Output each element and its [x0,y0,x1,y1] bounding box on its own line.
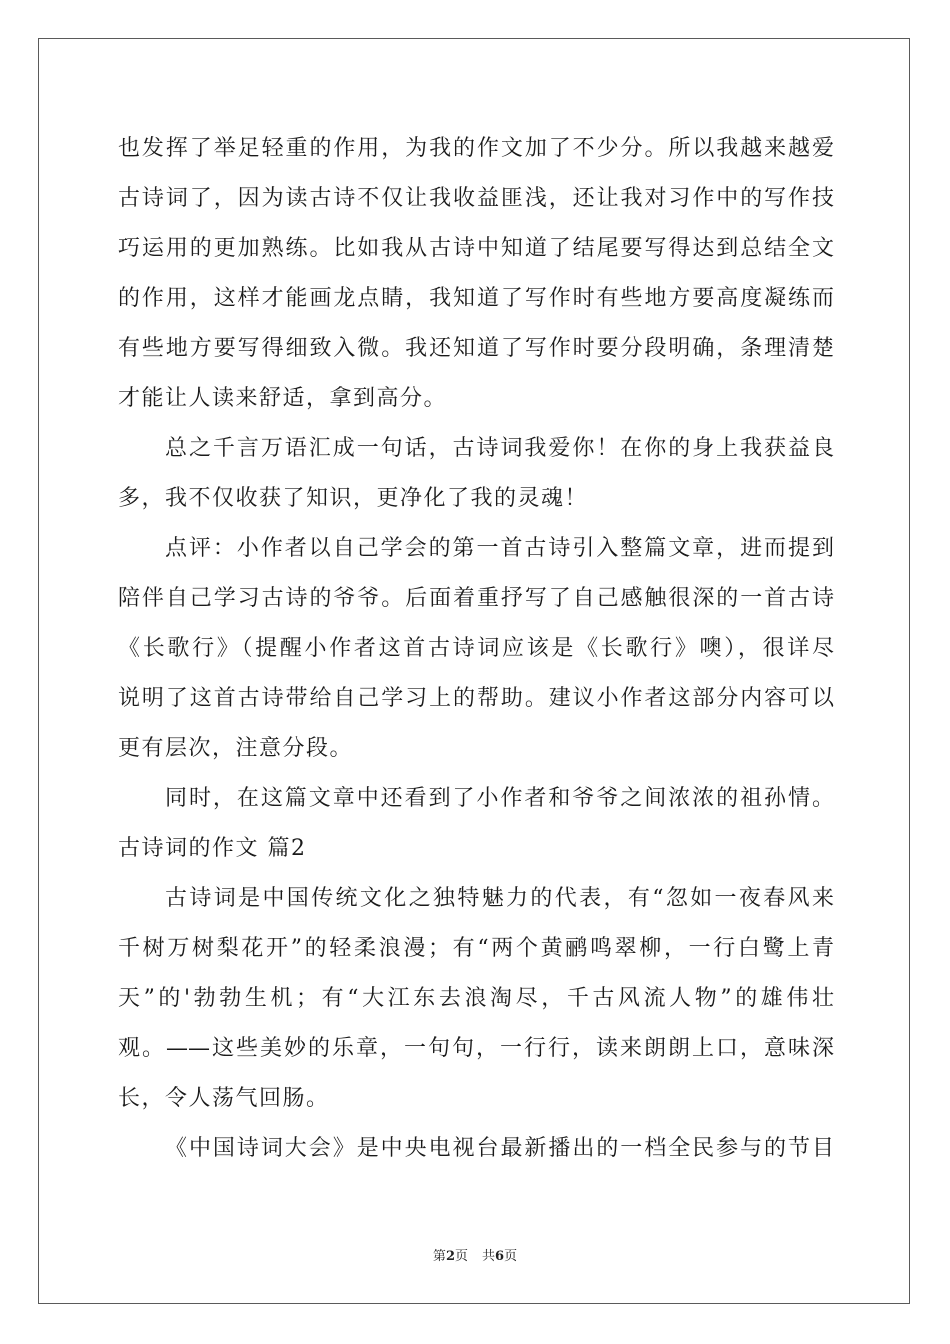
page-suffix: 页 [454,1249,468,1264]
document-body [118,124,834,1174]
text-line: 古诗词了，因为读古诗不仅让我收益匪浅，还让我对习作中的写作技 [118,186,834,211]
total-suffix: 页 [504,1249,518,1264]
text-line: 点评：小作者以自己学会的第一首古诗引入整篇文章，进而提到 [165,536,834,561]
text-line: 同时，在这篇文章中还看到了小作者和爷爷之间浓浓的祖孙情。 [165,786,834,811]
text-line: 也发挥了举足轻重的作用，为我的作文加了不少分。所以我越来越爱 [118,136,834,161]
text-line: 总之千言万语汇成一句话，古诗词我爱你！在你的身上我获益良 [165,436,834,461]
text-line: 巧运用的更加熟练。比如我从古诗中知道了结尾要写得达到总结全文 [118,236,834,261]
page-footer [0,1245,950,1264]
text-line: 长，令人荡气回肠。 [118,1086,330,1111]
text-line: 说明了这首古诗带给自己学习上的帮助。建议小作者这部分内容可以 [118,686,834,711]
text-line: 陪伴自己学习古诗的爷爷。后面着重抒写了自己感触很深的一首古诗 [118,586,834,611]
text-line: 多，我不仅收获了知识，更净化了我的灵魂！ [118,486,589,511]
text-line: 的作用，这样才能画龙点睛，我知道了写作时有些地方要高度凝练而 [118,286,834,311]
text-line: 有些地方要写得细致入微。我还知道了写作时要分段明确，条理清楚 [118,336,834,361]
text-line: 古诗词是中国传统文化之独特魅力的代表，有“忽如一夜春风来 [165,886,834,911]
text-line: 观。——这些美妙的乐章，一句句，一行行，读来朗朗上口，意味深 [118,1036,834,1061]
page-prefix: 第 [432,1249,446,1264]
text-line: 才能让人读来舒适，拿到高分。 [118,386,448,411]
total-pages: 6 [495,1249,505,1264]
text-line: 千树万树梨花开”的轻柔浪漫；有“两个黄鹂鸣翠柳，一行白鹭上青 [118,936,834,961]
text-line: 天”的'勃勃生机；有“大江东去浪淘尽，千古风流人物”的雄伟壮 [118,986,834,1011]
total-prefix: 共 [482,1249,496,1264]
page-number: 2 [445,1249,455,1264]
text-line: 更有层次，注意分段。 [118,736,354,761]
text-line: 《长歌行》（提醒小作者这首古诗词应该是《长歌行》噢），很详尽 [118,636,834,661]
text-line: 古诗词的作文 篇2 [118,836,307,861]
text-line: 《中国诗词大会》是中央电视台最新播出的一档全民参与的节目 [165,1136,834,1161]
